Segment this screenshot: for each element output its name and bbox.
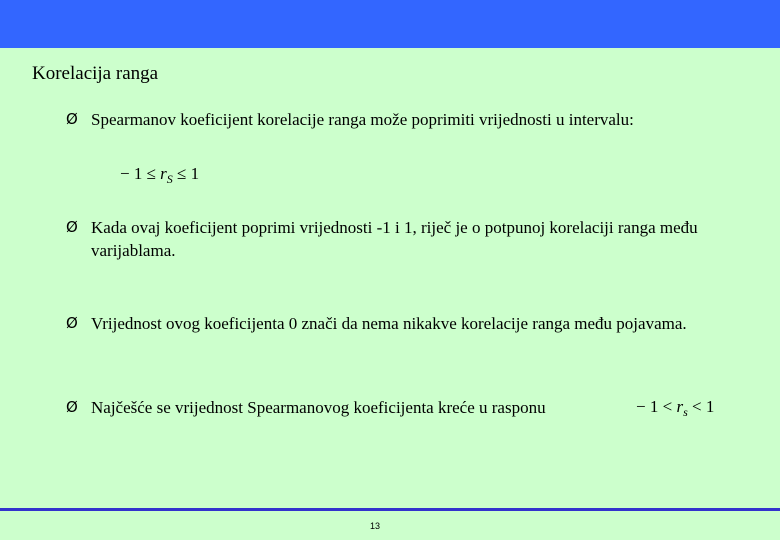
bullet-arrow-icon: Ø — [66, 218, 78, 236]
header-band — [0, 0, 780, 48]
formula-variable: r — [676, 397, 684, 416]
page-number: 13 — [369, 521, 380, 531]
footer-divider — [0, 508, 780, 511]
bullet-item-4 — [66, 396, 626, 419]
formula-subscript: S — [166, 172, 173, 186]
formula-variable: r — [160, 164, 167, 183]
bullet-arrow-icon: Ø — [66, 110, 78, 128]
formula-subscript: s — [683, 405, 688, 419]
bullet-text: Kada ovaj koeficijent poprimi vrijednosti -1 i 1, riječ je o potpunoj korelaciji ranga među varijablama. — [91, 218, 698, 260]
formula-right: < 1 — [691, 397, 715, 416]
formula-right: ≤ 1 — [177, 164, 200, 183]
bullet-arrow-icon: Ø — [66, 398, 78, 416]
formula-left: − 1 < — [636, 397, 673, 416]
formula-left: − 1 ≤ — [120, 164, 156, 183]
bullet-text: Vrijednost ovog koeficijenta 0 znači da nema nikakve korelacije ranga među pojavama. — [91, 314, 687, 333]
bullet-item-2 — [66, 216, 726, 262]
bullet-item-3 — [66, 312, 726, 335]
slide-title: Korelacija ranga — [32, 63, 159, 84]
formula-range-inclusive — [120, 164, 199, 189]
bullet-item-1 — [66, 108, 726, 131]
bullet-arrow-icon: Ø — [66, 314, 78, 332]
formula-range-exclusive — [636, 397, 714, 422]
bullet-text: Najčešće se vrijednost Spearmanovog koeficijenta kreće u rasponu — [91, 398, 546, 417]
bullet-text: Spearmanov koeficijent korelacije ranga može poprimiti vrijednosti u intervalu: — [91, 110, 634, 129]
